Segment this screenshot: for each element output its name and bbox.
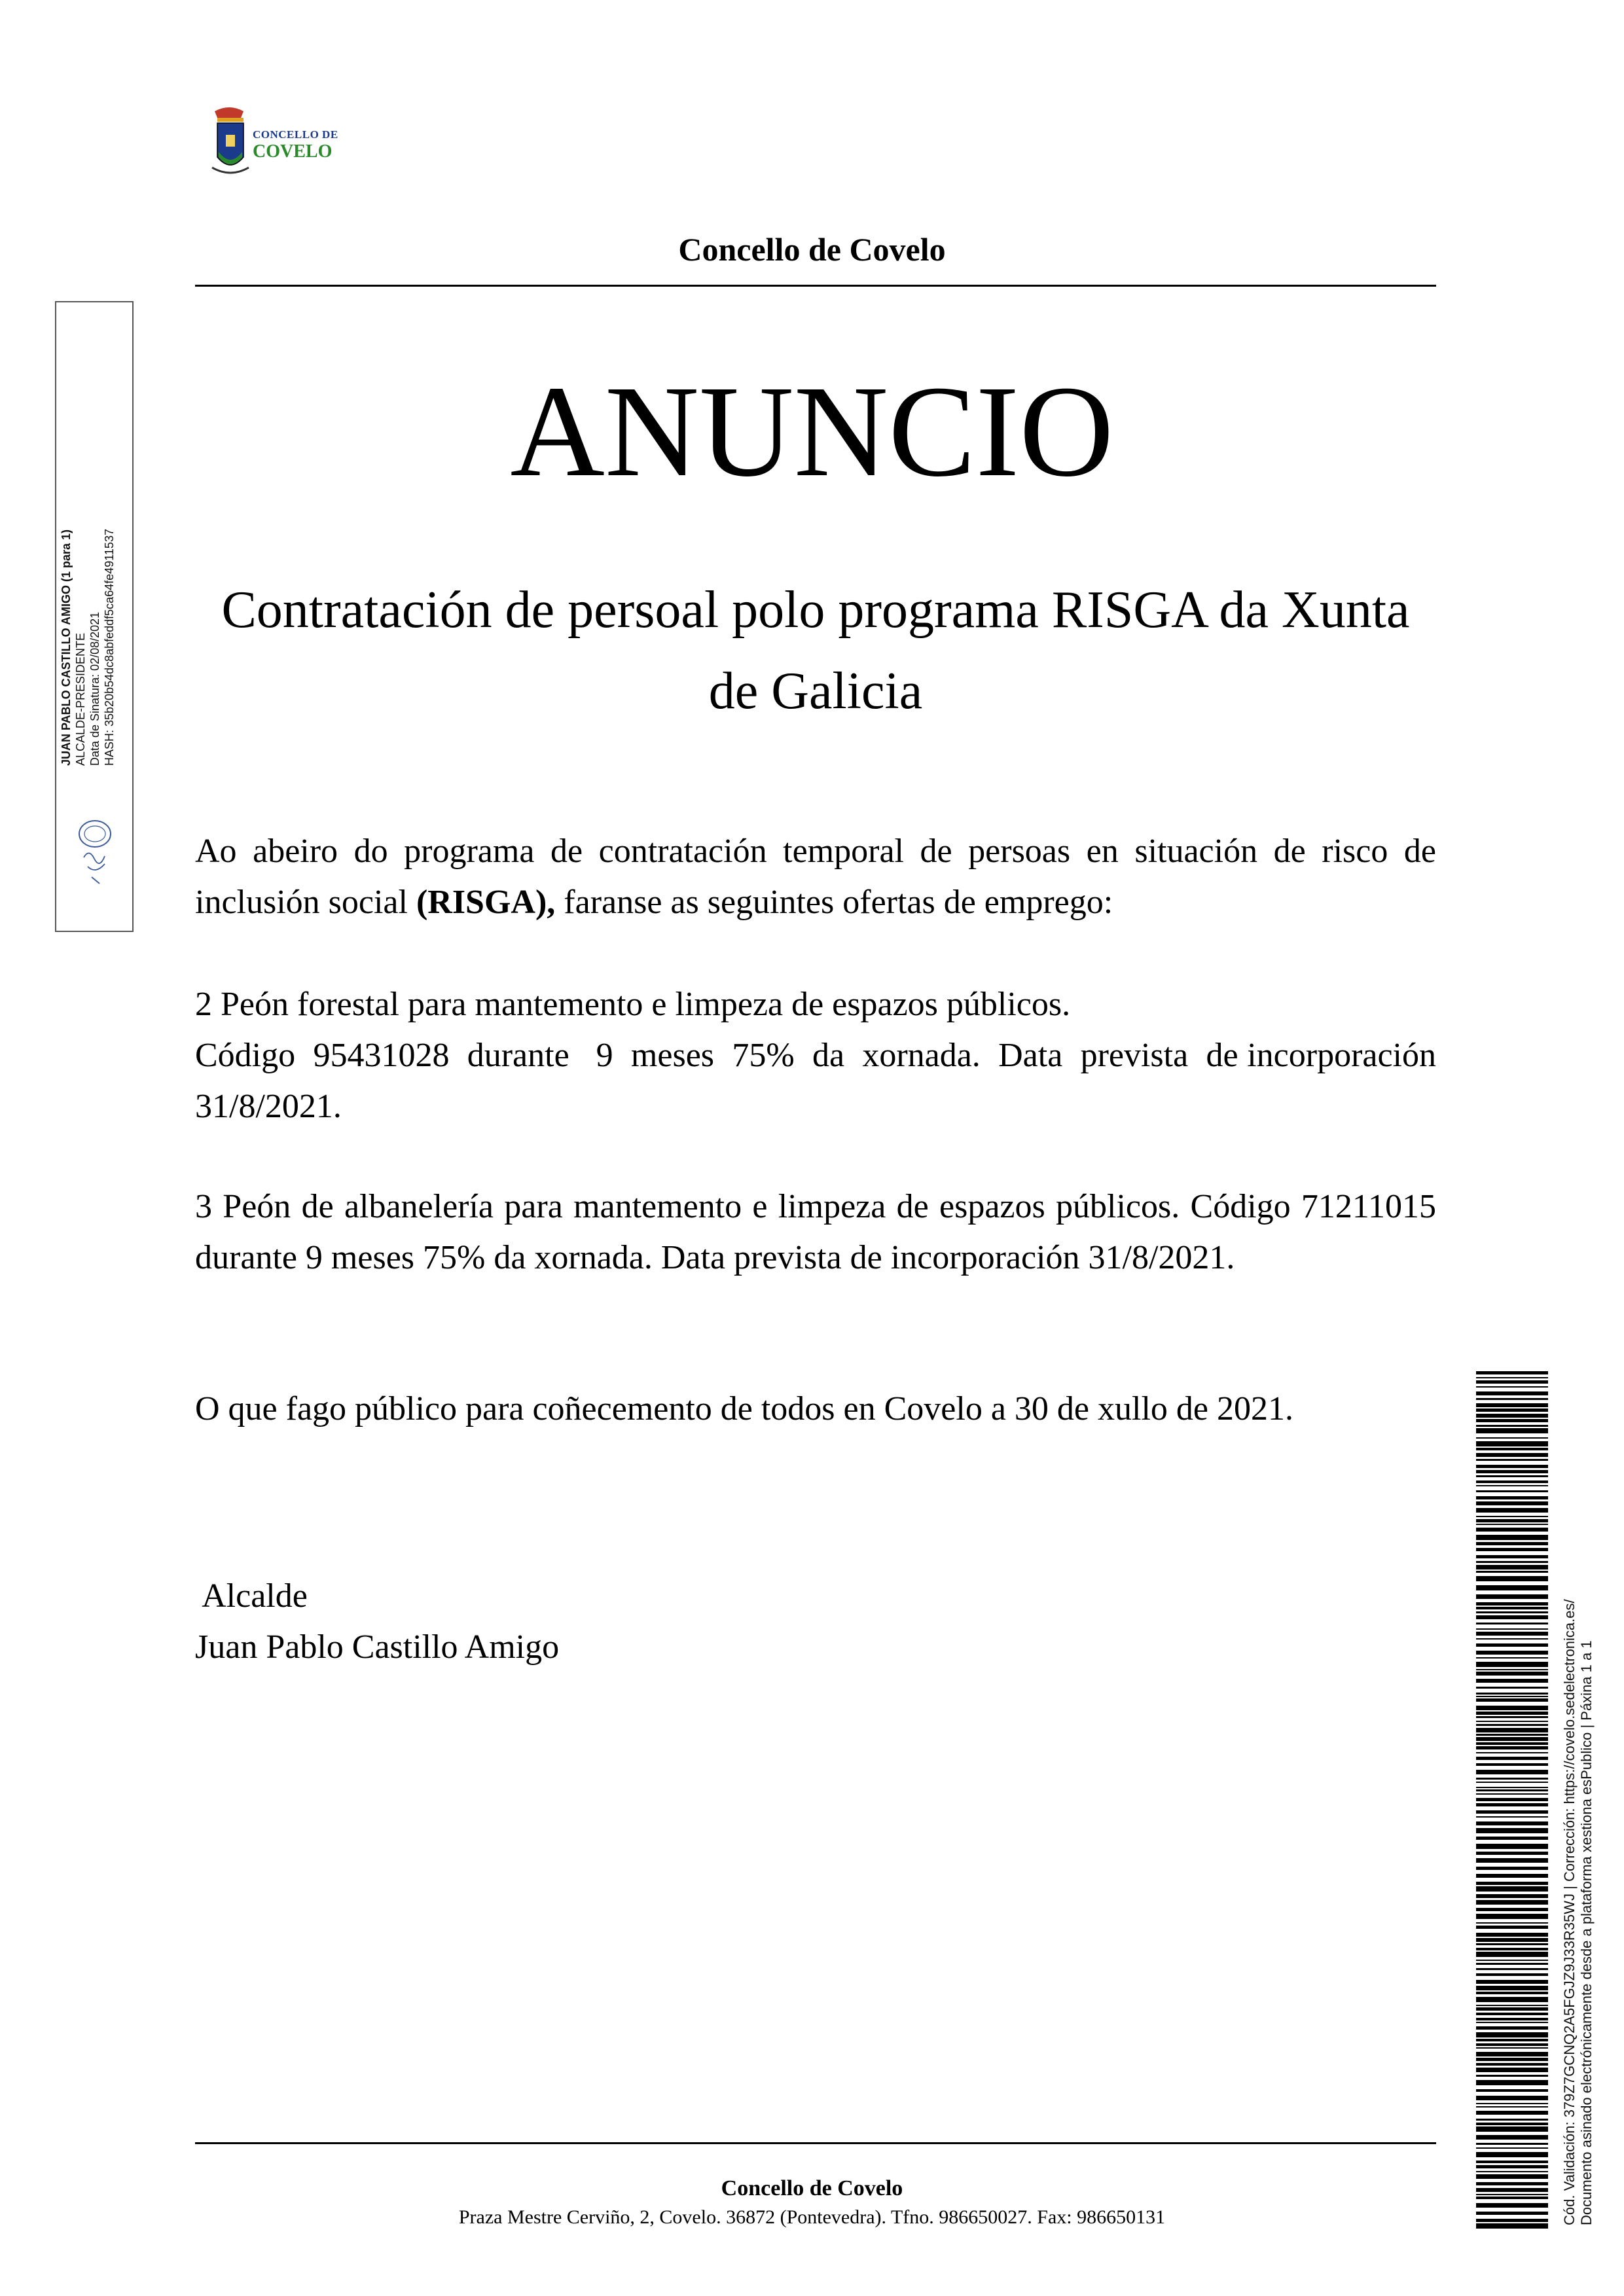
document-subtitle: Contratación de persoal polo programa RISGA da Xunta de Galicia — [221, 581, 1410, 720]
intro-bold: (RISGA), — [416, 884, 556, 921]
signer-name: Juan Pablo Castillo Amigo — [195, 1628, 560, 1666]
signature-role: ALCALDE-PRESIDENTE — [74, 632, 87, 766]
validation-text — [1561, 1342, 1595, 2225]
signature-hash: HASH: 35b20b54dc8abfeddf5ca64fe4911537 — [103, 529, 116, 766]
signature-stamp-text — [59, 177, 117, 766]
header-divider — [195, 285, 1436, 287]
barcode-icon — [1476, 1371, 1548, 2229]
document-title: ANUNCIO — [510, 359, 1114, 504]
intro-paragraph — [195, 826, 1436, 928]
logo-text — [253, 128, 338, 162]
signature-date: Data de Sinatura: 02/08/2021 — [88, 611, 101, 766]
offer-2: 3 Peón de albanelería para mantemento e limpeza de espazos públicos. Código 71211015 durante 9 meses 75% da xornada. Data prevista de incorporación 31/8/2021. — [195, 1188, 1436, 1276]
signer-block — [195, 1571, 1436, 1673]
validation-line1: Cód. Validación: 379Z7GCNQ2A5FGJZ9J33R35WJ | Corrección: https://covelo.sedelectronica.es/ — [1561, 1599, 1578, 2225]
footer-name: Concello de Covelo — [721, 2176, 903, 2200]
header-title: Concello de Covelo — [678, 231, 946, 268]
intro-text-end: faranse as seguintes ofertas de emprego: — [555, 884, 1113, 921]
signature-name: JUAN PABLO CASTILLO AMIGO (1 para 1) — [60, 529, 73, 766]
validation-line2: Documento asinado electrónicamente desde a plataforma xestiona esPublico | Páxina 1 a 1 — [1578, 1640, 1595, 2225]
offer-1-title: 2 Peón forestal para mantemento e limpeza de espazos públicos. — [195, 986, 1071, 1023]
signer-role: Alcalde — [195, 1577, 308, 1615]
signature-seal-icon — [72, 818, 118, 890]
offer-1-details: Código 95431028 durante 9 meses 75% da xornada. Data prevista de incorporación 31/8/2021. — [195, 1037, 1445, 1125]
closing-paragraph: O que fago público para coñecemento de todos en Covelo a 30 de xullo de 2021. — [195, 1390, 1293, 1427]
footer-divider — [195, 2142, 1436, 2144]
logo-line2: COVELO — [253, 141, 333, 162]
offer-1 — [195, 979, 1445, 1132]
intro-text-start: Ao abeiro do programa de contratación temporal de persoas en situación de risco de inclusión social — [195, 833, 1436, 921]
logo-line1: CONCELLO DE — [253, 128, 338, 141]
footer-address: Praza Mestre Cerviño, 2, Covelo. 36872 (Pontevedra). Tfno. 986650027. Fax: 986650131 — [458, 2206, 1166, 2228]
